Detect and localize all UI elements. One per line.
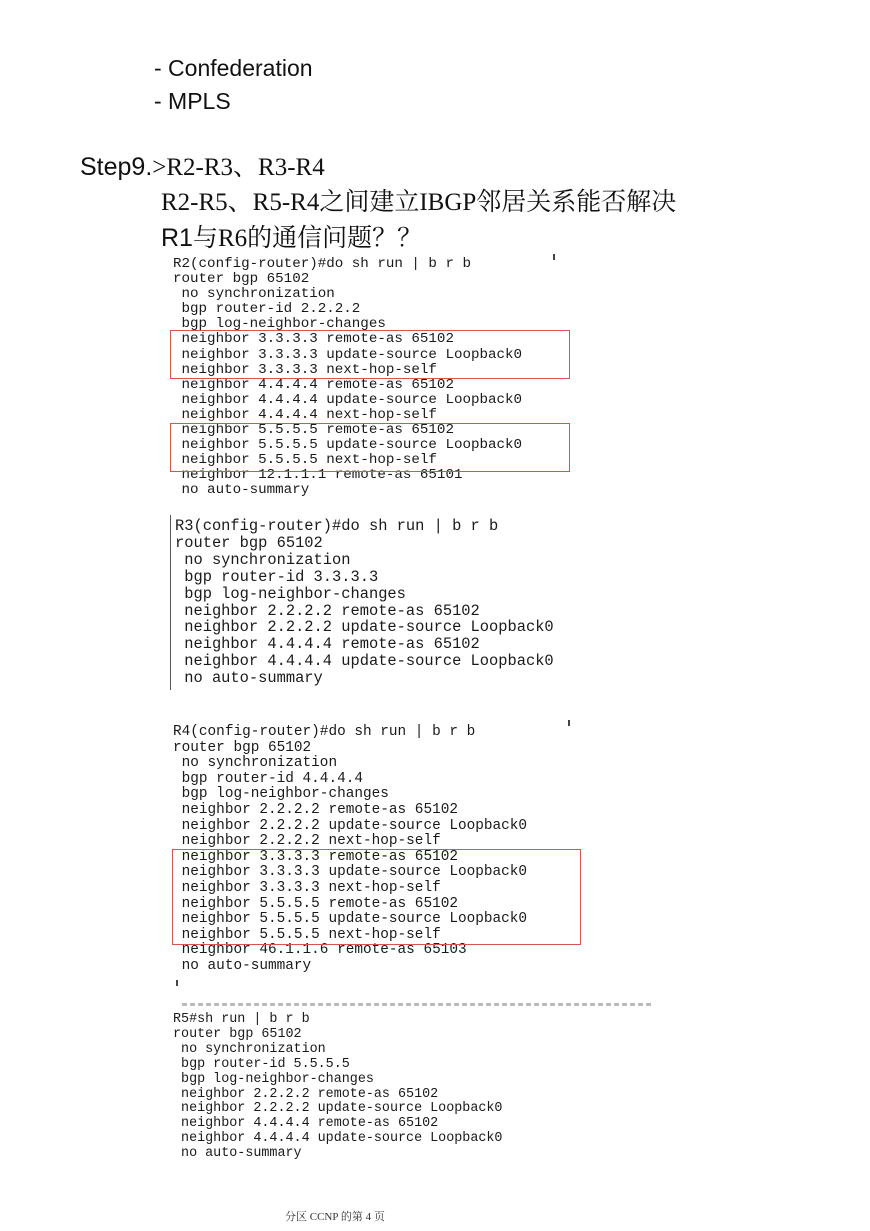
- cli-line: neighbor 2.2.2.2 update-source Loopback0: [173, 1101, 503, 1117]
- step-line3: [161, 223, 422, 254]
- cli-line: neighbor 5.5.5.5 remote-as 65102: [173, 895, 458, 912]
- cli-line: no synchronization: [175, 550, 351, 569]
- cli-line: neighbor 2.2.2.2 update-source Loopback0: [175, 618, 554, 637]
- cli-line: neighbor 3.3.3.3 remote-as 65102: [173, 331, 454, 348]
- highlight-box-r3-neighbor: [170, 330, 570, 379]
- bullet-mpls: - MPLS: [154, 88, 231, 114]
- cli-line: neighbor 5.5.5.5 update-source Loopback0: [173, 911, 528, 928]
- cli-line: router bgp 65102: [173, 739, 312, 756]
- highlight-box-r3-r5-neighbors: [172, 849, 581, 945]
- cli-line: neighbor 2.2.2.2 remote-as 65102: [173, 801, 458, 818]
- cli-line: no synchronization: [173, 1041, 326, 1057]
- cli-line: neighbor 3.3.3.3 update-source Loopback0: [173, 864, 528, 881]
- cli-line: neighbor 4.4.4.4 remote-as 65102: [173, 1116, 439, 1132]
- cli-line: neighbor 3.3.3.3 update-source Loopback0: [173, 346, 523, 363]
- cli-line: neighbor 3.3.3.3 next-hop-self: [173, 879, 441, 896]
- bullet-confederation: - Confederation: [154, 55, 313, 81]
- cli-line: bgp log-neighbor-changes: [173, 316, 386, 333]
- decor-tick: [553, 254, 555, 260]
- cli-line: neighbor 2.2.2.2 update-source Loopback0: [173, 817, 528, 834]
- cli-line: neighbor 2.2.2.2 remote-as 65102: [175, 601, 480, 620]
- cli-line: neighbor 4.4.4.4 update-source Loopback0: [175, 652, 554, 671]
- cli-line: R3(config-router)#do sh run | b r b: [175, 517, 499, 535]
- cropped-text-remnant: [182, 1003, 652, 1006]
- step-line1: >R2-R3、R3-R4: [152, 154, 325, 181]
- step-line3-rest: 与R6的通信问题？？: [192, 225, 423, 252]
- cli-line: router bgp 65102: [173, 271, 310, 288]
- cli-line: bgp router-id 4.4.4.4: [173, 770, 363, 787]
- cli-line: no auto-summary: [173, 957, 312, 974]
- cli-line: no synchronization: [173, 755, 338, 772]
- cli-line: bgp log-neighbor-changes: [175, 584, 406, 603]
- cli-line: neighbor 3.3.3.3 next-hop-self: [173, 361, 437, 378]
- cli-line: bgp router-id 3.3.3.3: [175, 567, 379, 586]
- r3-config-block: [175, 518, 554, 687]
- cli-line: neighbor 2.2.2.2 remote-as 65102: [173, 1086, 439, 1102]
- cli-line: neighbor 5.5.5.5 update-source Loopback0: [173, 437, 523, 454]
- cli-line: neighbor 12.1.1.1 remote-as 65101: [173, 467, 463, 484]
- step-label: Step9.: [80, 153, 153, 181]
- step-line3-prefix: R1: [161, 224, 193, 252]
- cli-line: neighbor 4.4.4.4 update-source Loopback0: [173, 391, 523, 408]
- cli-line: R4(config-router)#do sh run | b r b: [173, 724, 476, 740]
- cli-line: neighbor 46.1.1.6 remote-as 65103: [173, 942, 467, 959]
- cli-line: R2(config-router)#do sh run | b r b: [173, 256, 471, 272]
- step-heading: [80, 152, 325, 183]
- r5-config-block: [173, 1013, 502, 1162]
- cli-line: bgp router-id 2.2.2.2: [173, 301, 361, 318]
- step-line2: R2-R5、R5-R4之间建立IBGP邻居关系能否解决: [161, 189, 677, 216]
- cli-line: neighbor 4.4.4.4 remote-as 65102: [173, 376, 454, 393]
- decor-tick: [568, 720, 570, 726]
- cli-line: bgp log-neighbor-changes: [173, 786, 389, 803]
- decor-tick: [176, 980, 178, 986]
- cli-line: neighbor 4.4.4.4 remote-as 65102: [175, 635, 480, 654]
- page-footer: 分区 CCNP 的第 4 页: [285, 1211, 385, 1223]
- cli-line: neighbor 5.5.5.5 next-hop-self: [173, 926, 441, 943]
- cli-line: neighbor 4.4.4.4 next-hop-self: [173, 406, 437, 423]
- cli-line: router bgp 65102: [175, 533, 323, 552]
- cli-line: R5#sh run | b r b: [173, 1012, 310, 1027]
- cli-line: neighbor 2.2.2.2 next-hop-self: [173, 833, 441, 850]
- cli-line: neighbor 4.4.4.4 update-source Loopback0: [173, 1131, 503, 1147]
- cli-line: bgp log-neighbor-changes: [173, 1071, 374, 1087]
- cli-line: no auto-summary: [173, 1146, 302, 1162]
- cli-line: bgp router-id 5.5.5.5: [173, 1056, 350, 1072]
- screenshot-edge: [170, 515, 171, 690]
- cli-line: no auto-summary: [173, 482, 310, 499]
- cli-line: neighbor 5.5.5.5 next-hop-self: [173, 452, 437, 469]
- highlight-box-r5-neighbor: [170, 423, 570, 472]
- cli-line: neighbor 3.3.3.3 remote-as 65102: [173, 848, 458, 865]
- cli-line: neighbor 5.5.5.5 remote-as 65102: [173, 422, 454, 439]
- cli-line: router bgp 65102: [173, 1026, 302, 1042]
- cli-line: no synchronization: [173, 286, 335, 303]
- cli-line: no auto-summary: [175, 669, 323, 688]
